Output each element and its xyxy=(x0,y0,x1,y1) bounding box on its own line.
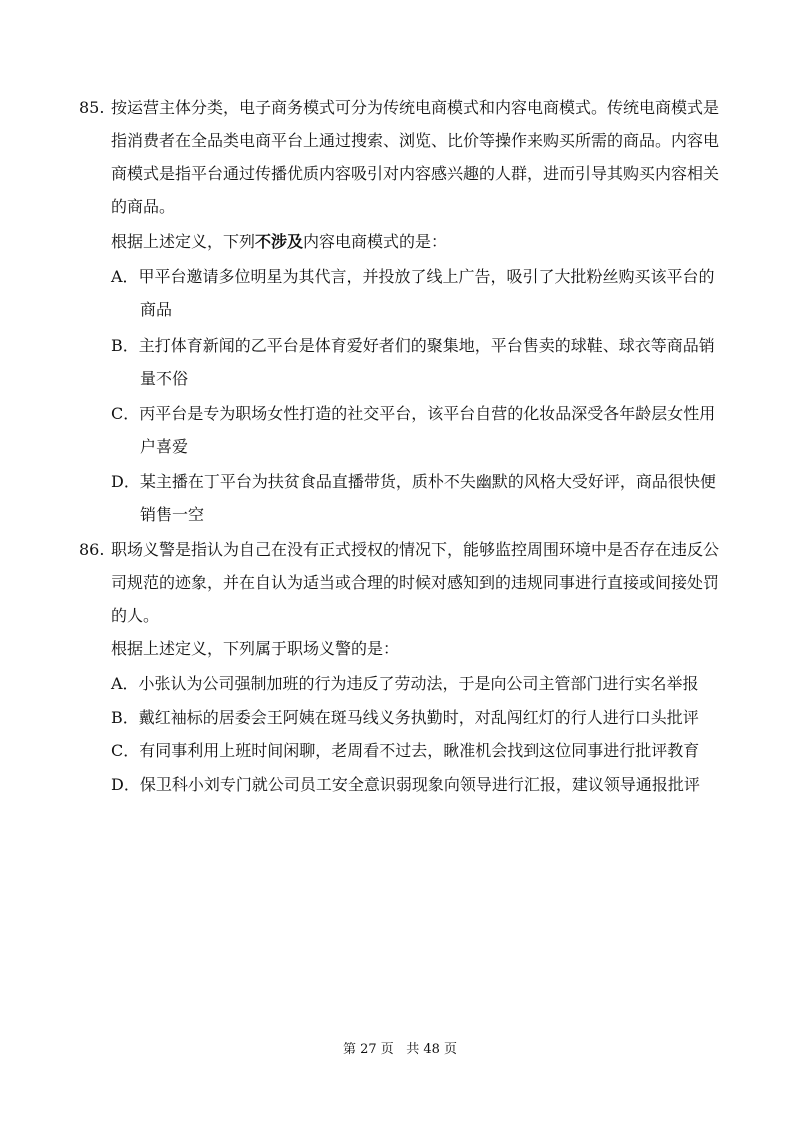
passage-line: 职场义警是指认为自己在没有正式授权的情况下，能够监控周围环境中是否存在违反公 xyxy=(111,540,720,559)
page-number: 27 xyxy=(360,1042,377,1057)
prompt-emphasis: 不涉及 xyxy=(255,232,304,251)
passage-line: 指消费者在全品类电商平台上通过搜索、浏览、比价等操作来购买所需的商品。内容电 xyxy=(111,131,720,150)
page-footer xyxy=(0,1041,800,1059)
option-a: A．小张认为公司强制加班的行为违反了劳动法，于是向公司主管部门进行实名举报 xyxy=(111,674,699,693)
prompt-text: 根据上述定义，下列 xyxy=(111,232,256,251)
passage-line: 的人。 xyxy=(111,606,160,625)
prompt-text: 内容电商模式的是： xyxy=(303,232,448,251)
passage-line: 的商品。 xyxy=(111,197,176,216)
footer-suffix: 页 xyxy=(444,1042,458,1057)
option-d: D．保卫科小刘专门就公司员工安全意识弱现象向领导进行汇报，建议领导通报批评 xyxy=(111,775,700,794)
option-d-continued: 销售一空 xyxy=(140,505,205,524)
option-c: C．丙平台是专为职场女性打造的社交平台，该平台自营的化妆品深受各年龄层女性用 xyxy=(111,404,716,423)
option-a: A．甲平台邀请多位明星为其代言，并投放了线上广告，吸引了大批粉丝购买该平台的 xyxy=(111,267,715,286)
option-c-continued: 户喜爱 xyxy=(140,437,189,456)
passage-line: 商模式是指平台通过传播优质内容吸引对内容感兴趣的人群，进而引导其购买内容相关 xyxy=(111,164,720,183)
option-d: D．某主播在丁平台为扶贫食品直播带货，质朴不失幽默的风格大受好评，商品很快便 xyxy=(111,472,716,491)
page-total: 48 xyxy=(423,1042,440,1057)
passage-line: 司规范的迹象，并在自认为适当或合理的时候对感知到的违规同事进行直接或间接处罚 xyxy=(111,573,720,592)
option-b-continued: 量不俗 xyxy=(140,369,189,388)
option-b: B．戴红袖标的居委会王阿姨在斑马线义务执勤时，对乱闯红灯的行人进行口头批评 xyxy=(111,708,699,727)
option-b: B．主打体育新闻的乙平台是体育爱好者们的聚集地，平台售卖的球鞋、球衣等商品销 xyxy=(111,336,715,355)
passage-line: 按运营主体分类，电子商务模式可分为传统电商模式和内容电商模式。传统电商模式是 xyxy=(111,98,720,117)
question-number: 86. xyxy=(79,540,105,559)
footer-prefix: 第 xyxy=(342,1042,356,1057)
question-number: 85. xyxy=(79,98,105,117)
question-prompt: 根据上述定义，下列属于职场义警的是： xyxy=(111,639,400,658)
option-c: C．有同事利用上班时间闲聊，老周看不过去，瞅准机会找到这位同事进行批评教育 xyxy=(111,741,700,760)
option-a-continued: 商品 xyxy=(140,300,173,319)
footer-mid: 页 共 xyxy=(380,1042,420,1057)
question-prompt xyxy=(111,231,447,253)
